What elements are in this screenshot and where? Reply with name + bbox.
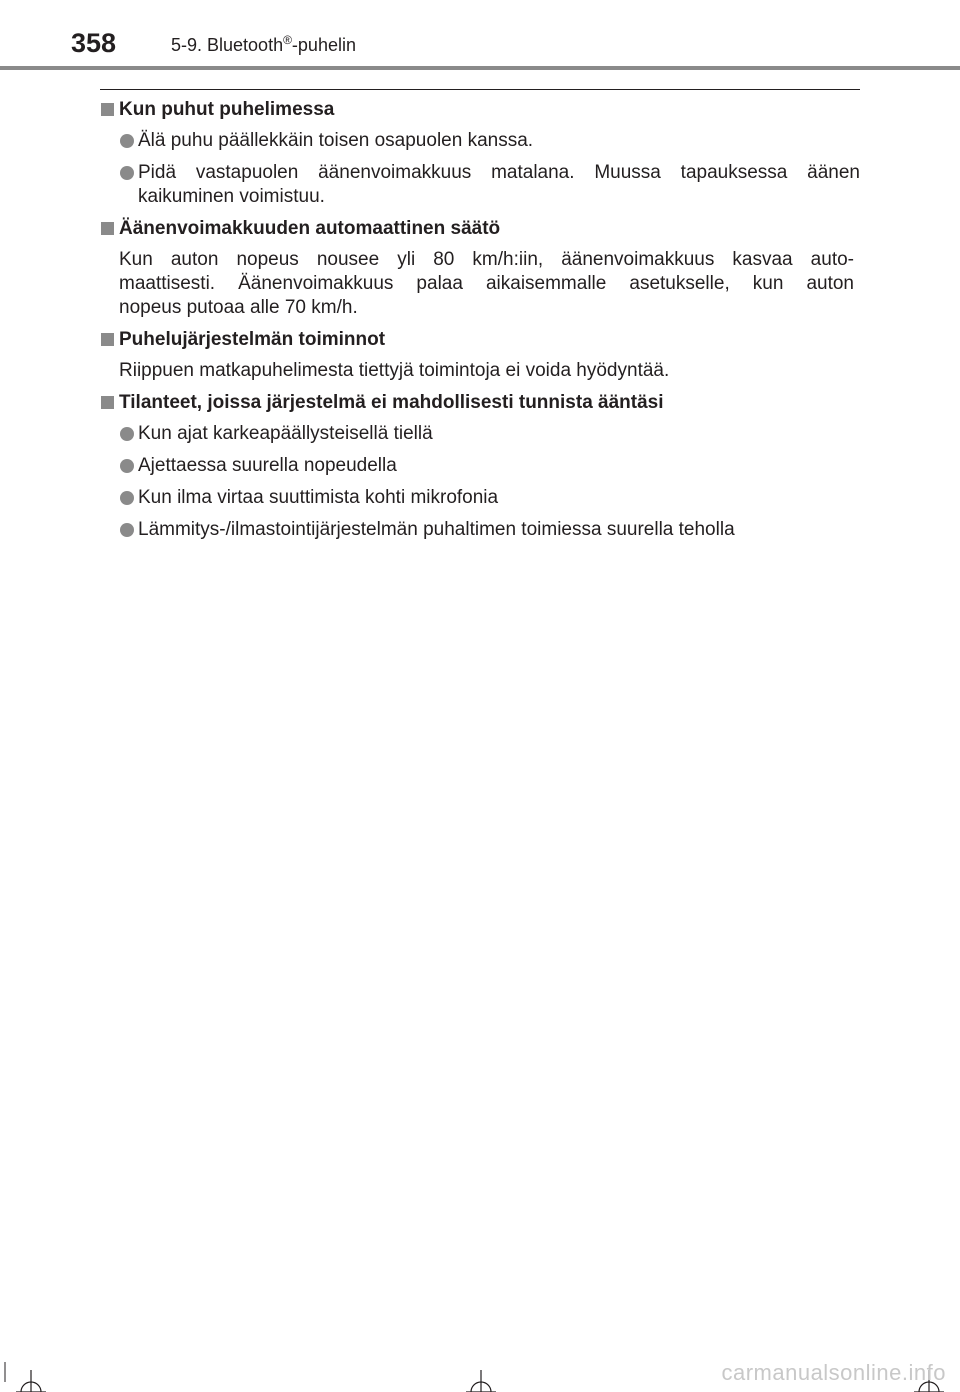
list-item-text: Kun ajat karkeapäällysteisellä tiellä xyxy=(138,423,433,444)
section-title xyxy=(171,34,356,56)
list-item-text: Älä puhu päällekkäin toisen osapuolen kanssa. xyxy=(138,130,534,151)
section-title-suffix: -puhelin xyxy=(291,35,356,55)
square-bullet-icon xyxy=(101,396,114,409)
header-rule xyxy=(0,66,960,70)
list-item xyxy=(100,129,860,153)
list-item-text: Pidä vastapuolen äänenvoimakkuus matalana. Muussa tapauksessa äänen kaikuminen voimistuu. xyxy=(138,162,860,207)
circle-bullet-icon xyxy=(120,459,134,473)
heading-text: Kun puhut puhelimessa xyxy=(119,99,335,120)
content-top-rule xyxy=(100,89,860,90)
list-item-text: Ajettaessa suurella nopeudella xyxy=(138,455,397,476)
list-item-text: Lämmitys-/ilmastointijärjestelmän puhaltimen toimiessa suurella teholla xyxy=(138,519,735,540)
heading-text: Tilanteet, joissa järjestelmä ei mahdollisesti tunnista ääntäsi xyxy=(119,392,664,413)
section-heading xyxy=(100,217,860,241)
circle-bullet-icon xyxy=(120,134,134,148)
circle-bullet-icon xyxy=(120,491,134,505)
registration-mark-icon xyxy=(466,1362,496,1392)
circle-bullet-icon xyxy=(120,166,134,180)
body-paragraph xyxy=(100,248,854,320)
section-title-prefix: 5-9. Bluetooth xyxy=(171,35,284,55)
list-item xyxy=(100,454,860,478)
circle-bullet-icon xyxy=(120,523,134,537)
list-item xyxy=(100,486,860,510)
list-item xyxy=(100,518,860,542)
heading-text: Äänenvoimakkuuden automaattinen säätö xyxy=(119,218,501,239)
list-item xyxy=(100,161,860,209)
paragraph-line: maattisesti. Äänenvoimakkuus palaa aikaisemmalle asetukselle, kun auton xyxy=(119,273,854,294)
registered-mark: ® xyxy=(283,33,292,47)
paragraph-line: nopeus putoaa alle 70 km/h. xyxy=(119,297,358,318)
watermark: carmanualsonline.info xyxy=(721,1360,946,1385)
page-number: 358 xyxy=(71,28,117,58)
circle-bullet-icon xyxy=(120,427,134,441)
list-item-text: Kun ilma virtaa suuttimista kohti mikrofonia xyxy=(138,487,499,508)
section-heading xyxy=(100,328,860,352)
list-item xyxy=(100,422,860,446)
square-bullet-icon xyxy=(101,103,114,116)
page-header xyxy=(0,0,960,70)
body-paragraph: Riippuen matkapuhelimesta tiettyjä toimintoja ei voida hyödyntää. xyxy=(119,360,670,381)
section-heading xyxy=(100,391,860,415)
section-heading xyxy=(100,98,860,122)
page-content xyxy=(100,98,860,550)
crop-mark-icon xyxy=(0,1362,30,1392)
square-bullet-icon xyxy=(101,222,114,235)
paragraph-line: Kun auton nopeus nousee yli 80 km/h:iin, äänenvoimakkuus kasvaa auto- xyxy=(119,249,854,270)
heading-text: Puhelujärjestelmän toiminnot xyxy=(119,329,386,350)
square-bullet-icon xyxy=(101,333,114,346)
